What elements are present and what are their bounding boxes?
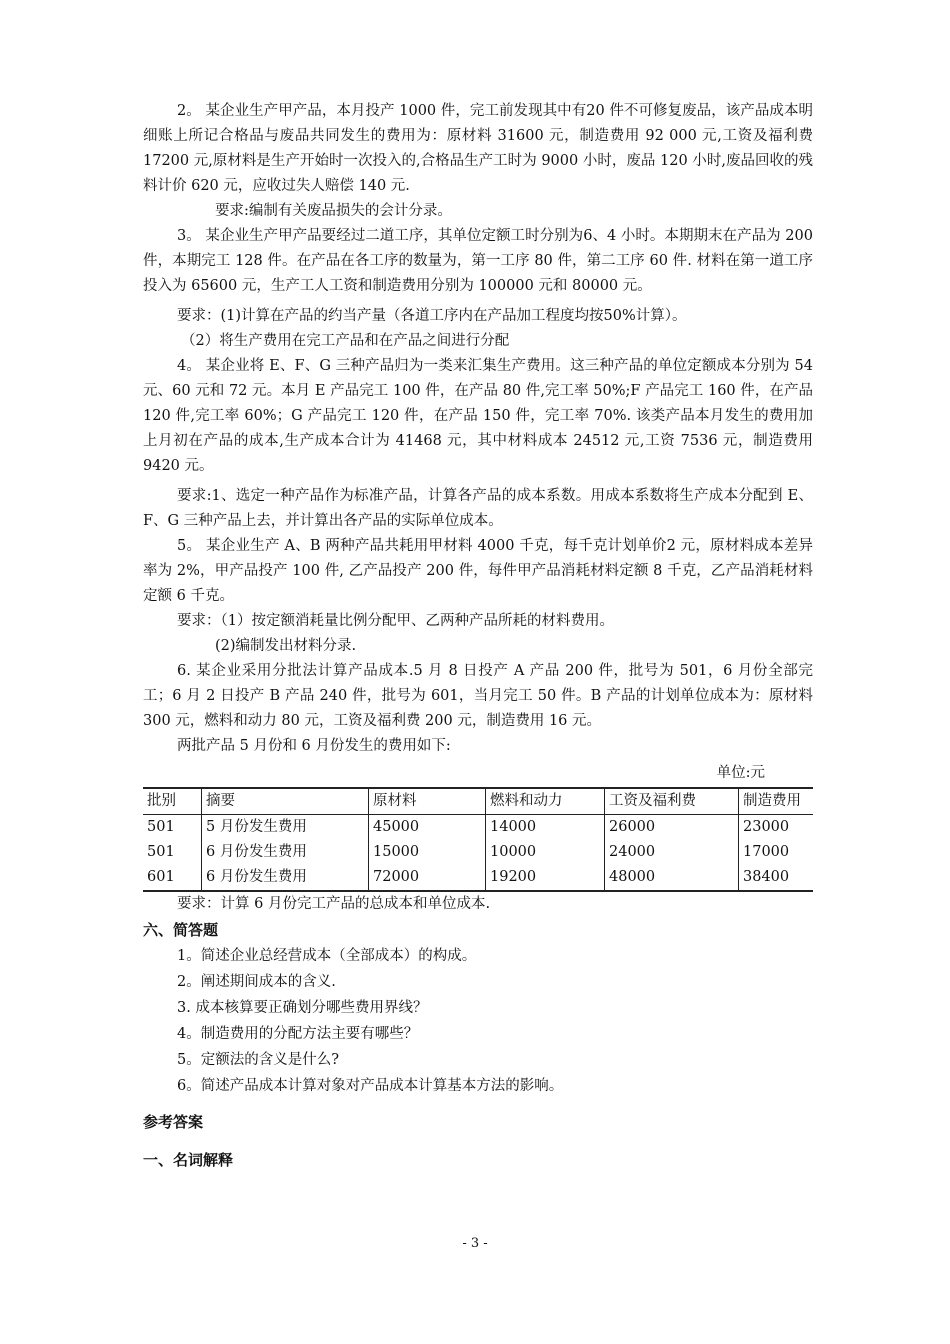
problem-3-requirement-1: 要求：(1)计算在产品的约当产量（各道工序内在产品加工程度均按50%计算）。 <box>177 308 687 324</box>
table-cell: 45000 <box>369 815 486 841</box>
table-cell: 38400 <box>739 865 814 891</box>
problem-5-requirement-1: 要求：（1）按定额消耗量比例分配甲、乙两种产品所耗的材料费用。 <box>177 613 614 629</box>
table-cell: 501 <box>147 819 175 835</box>
table-cell: 17000 <box>739 840 814 865</box>
header-manufacturing-overhead: 制造费用 <box>739 788 814 815</box>
problem-2-requirement: 要求:编制有关废品损失的会计分录。 <box>215 203 452 219</box>
short-answer-heading: 六、简答题 <box>143 921 219 939</box>
problem-4-requirement: 要求:1、选定一种产品作为标准产品，计算各产品的成本系数。用成本系数将生产成本分配到 E、F、G 三种产品上去，并计算出各产品的实际单位成本。 <box>143 488 813 529</box>
answers-heading: 参考答案 <box>143 1113 204 1131</box>
table-cell: 24000 <box>605 840 739 865</box>
problem-5-requirement-2: (2)编制发出材料分录. <box>215 638 357 654</box>
table-cell: 48000 <box>605 865 739 891</box>
table-cell: 5 月份发生费用 <box>202 815 369 841</box>
problem-6-intro: 两批产品 5 月份和 6 月份发生的费用如下: <box>177 738 451 754</box>
header-raw-materials: 原材料 <box>369 788 486 815</box>
table-cell: 601 <box>147 869 175 885</box>
question-item: 3. 成本核算要正确划分哪些费用界线？ <box>177 1000 428 1016</box>
table-row <box>143 865 813 891</box>
table-cell: 23000 <box>739 815 814 841</box>
table-header-row <box>143 788 813 815</box>
table-cell: 14000 <box>486 815 605 841</box>
table-cell: 6 月份发生费用 <box>202 840 369 865</box>
table-row <box>143 815 813 841</box>
table-cell: 6 月份发生费用 <box>202 865 369 891</box>
problem-5-text: 5。 某企业生产 A、B 两种产品共耗用甲材料 4000 千克，每千克计划单价2 元，原材料成本差异率为 2%，甲产品投产 100 件, 乙产品投产 200 件，每件甲产品消耗材料定额 8 千克，乙产品消耗材料定额 6 千克。 <box>143 538 813 604</box>
problem-4-text: 4。 某企业将 E、F、G 三种产品归为一类来汇集生产费用。这三种产品的单位定额成本分别为 54 元、60 元和 72 元。本月 E 产品完工 100 件，在产品 80 件,完工率 50%;F 产品完工 160 件，在产品 120 件,完工率 60%；G 产品完工 120 件，在产品 150 件，完工率 70%. 该类产品本月发生的费用加上月初在产品的成本,生产成本合计为 41468 元，其中材料成本 24512 元,工资 7536 元，制造费用 9420 元。 <box>143 358 813 474</box>
cost-table <box>143 787 813 892</box>
table-cell: 10000 <box>486 840 605 865</box>
table-cell: 26000 <box>605 815 739 841</box>
problem-3-requirement-2: （2）将生产费用在完工产品和在产品之间进行分配 <box>181 333 510 349</box>
header-summary: 摘要 <box>202 788 369 815</box>
table-cell: 15000 <box>369 840 486 865</box>
answers-section-1-heading: 一、名词解释 <box>143 1151 234 1169</box>
table-row <box>143 840 813 865</box>
question-item: 4。制造费用的分配方法主要有哪些？ <box>177 1026 419 1042</box>
question-item: 5。定额法的含义是什么? <box>177 1052 339 1068</box>
page-content <box>143 99 813 1173</box>
table-cell: 72000 <box>369 865 486 891</box>
table-cell: 501 <box>147 844 175 860</box>
header-wages-welfare: 工资及福利费 <box>605 788 739 815</box>
problem-6-requirement: 要求：计算 6 月份完工产品的总成本和单位成本. <box>177 896 491 912</box>
table-cell: 19200 <box>486 865 605 891</box>
header-fuel-power: 燃料和动力 <box>486 788 605 815</box>
question-item: 1。简述企业总经营成本（全部成本）的构成。 <box>177 948 477 964</box>
question-item: 2。阐述期间成本的含义. <box>177 974 336 990</box>
page-number: - 3 - <box>462 1236 488 1251</box>
problem-3-text: 3。 某企业生产甲产品要经过二道工序，其单位定额工时分别为6、4 小时。本期期末在产品为 200 件，本期完工 128 件。在产品在各工序的数量为，第一工序 80 件，第二工序 60 件. 材料在第一道工序投入为 65600 元，生产工人工资和制造费用分别为 100000 元和 80000 元。 <box>143 228 813 294</box>
problem-6-text: 6. 某企业采用分批法计算产品成本.5 月 8 日投产 A 产品 200 件，批号为 501，6 月份全部完工；6 月 2 日投产 B 产品 240 件，批号为 601，当月完工 50 件。B 产品的计划单位成本为：原材料 300 元，燃料和动力 80 元，工资及福利费 200 元，制造费用 16 元。 <box>143 663 813 729</box>
question-item: 6。简述产品成本计算对象对产品成本计算基本方法的影响。 <box>177 1078 564 1094</box>
header-batch: 批别 <box>147 793 176 809</box>
table-unit-label: 单位:元 <box>716 765 765 781</box>
problem-2-text: 2。 某企业生产甲产品，本月投产 1000 件，完工前发现其中有20 件不可修复废品，该产品成本明细账上所记合格品与废品共同发生的费用为：原材料 31600 元，制造费用 92 000 元,工资及福利费 17200 元,原材料是生产开始时一次投入的,合格品生产工时为 9000 小时，废品 120 小时,废品回收的残料计价 620 元，应收过失人赔偿 140 元. <box>143 103 813 194</box>
